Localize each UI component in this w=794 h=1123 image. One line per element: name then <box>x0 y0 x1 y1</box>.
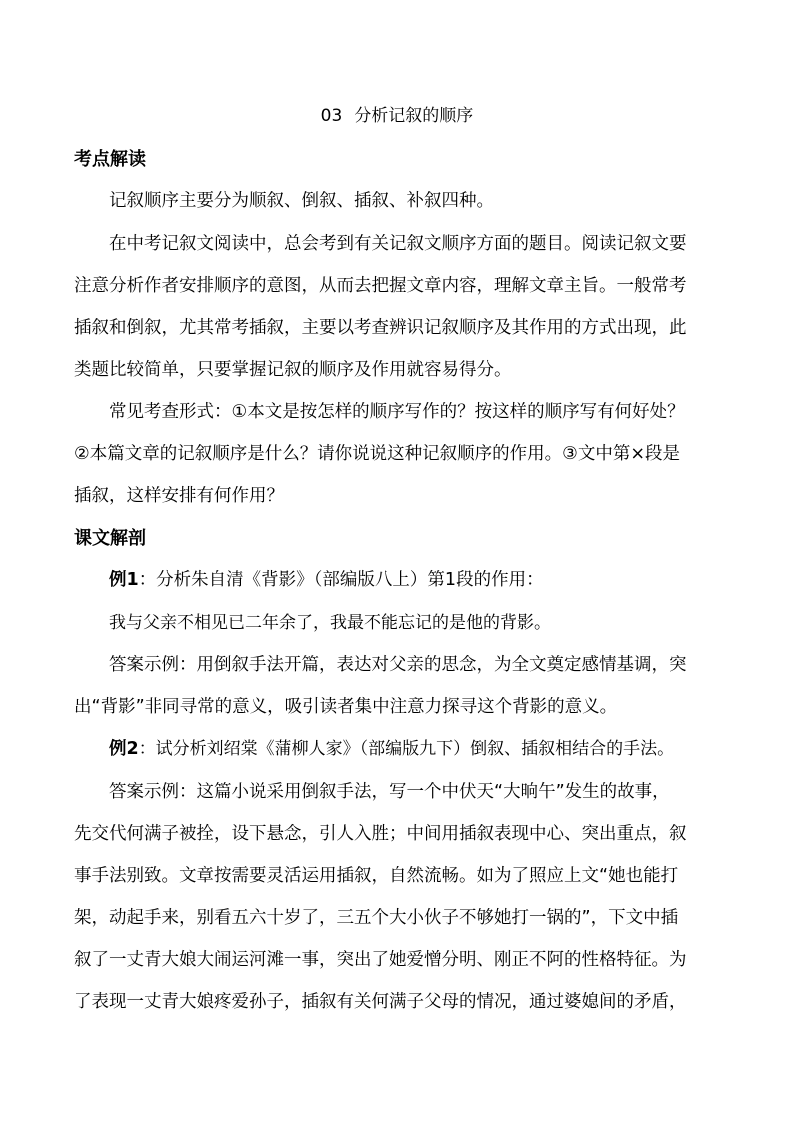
example-2-answer-line: 架，动起手来，别看五六十岁了，三五个大小伙子不够她打一锅的”，下文中插 <box>74 908 679 928</box>
example-2-answer-line: 答案示例：这篇小说采用倒叙手法，写一个中伏天“大晌午”发生的故事， <box>109 782 670 802</box>
example-2-question-text: ：试分析刘绍棠《蒲柳人家》（部编版九下）倒叙、插叙相结合的手法。 <box>138 739 675 759</box>
example-2-label: 例2 <box>109 739 139 759</box>
paragraph-line: 插叙，这样安排有何作用？ <box>74 486 284 506</box>
paragraph-line: 插叙和倒叙，尤其常考插叙，主要以考查辨识记叙顺序及其作用的方式出现，此 <box>74 318 687 338</box>
example-2-answer-line: 叙了一丈青大娘大闹运河滩一事，突出了她爱憎分明、刚正不阿的性格特征。为 <box>74 950 687 970</box>
section-heading-text-analysis: 课文解剖 <box>74 528 146 549</box>
title-text: 分析记叙的顺序 <box>354 106 474 126</box>
section-heading-exam-points: 考点解读 <box>74 149 146 170</box>
paragraph-line: 常见考查形式：①本文是按怎样的顺序写作的？按这样的顺序写有何好处？ <box>109 402 685 422</box>
example-1-question <box>109 567 544 593</box>
example-2-question <box>109 736 674 762</box>
example-1-answer-line: 答案示例：用倒叙手法开篇，表达对父亲的思念，为全文奠定感情基调，突 <box>109 655 687 675</box>
example-1-answer-line: 出“背影”非同寻常的意义，吸引读者集中注意力探寻这个背影的意义。 <box>74 697 618 717</box>
paragraph-line: ②本篇文章的记叙顺序是什么？请你说说这种记叙顺序的作用。③文中第×段是 <box>74 444 681 464</box>
example-1-question-text: ：分析朱自清《背影》（部编版八上）第1段的作用： <box>138 570 544 590</box>
paragraph-line: 注意分析作者安排顺序的意图，从而去把握文章内容，理解文章主旨。一般常考 <box>74 276 687 296</box>
example-2-answer-line: 了表现一丈青大娘疼爱孙子，插叙有关何满子父母的情况，通过婆媳间的矛盾， <box>74 992 687 1012</box>
example-2-answer-line: 先交代何满子被拴，设下悬念，引人入胜；中间用插叙表现中心、突出重点，叙 <box>74 824 687 844</box>
paragraph-line: 类题比较简单，只要掌握记叙的顺序及作用就容易得分。 <box>74 360 512 380</box>
page-title <box>0 104 794 128</box>
example-1-quote: 我与父亲不相见已二年余了，我最不能忘记的是他的背影。 <box>109 613 551 633</box>
example-1-label: 例1 <box>109 570 139 590</box>
paragraph-line: 记叙顺序主要分为顺叙、倒叙、插叙、补叙四种。 <box>109 191 494 211</box>
title-number: 03 <box>320 106 343 126</box>
paragraph-line: 在中考记叙文阅读中，总会考到有关记叙文顺序方面的题目。阅读记叙文要 <box>109 234 687 254</box>
example-2-answer-line: 事手法别致。文章按需要灵活运用插叙，自然流畅。如为了照应上文“她也能打 <box>74 866 679 886</box>
